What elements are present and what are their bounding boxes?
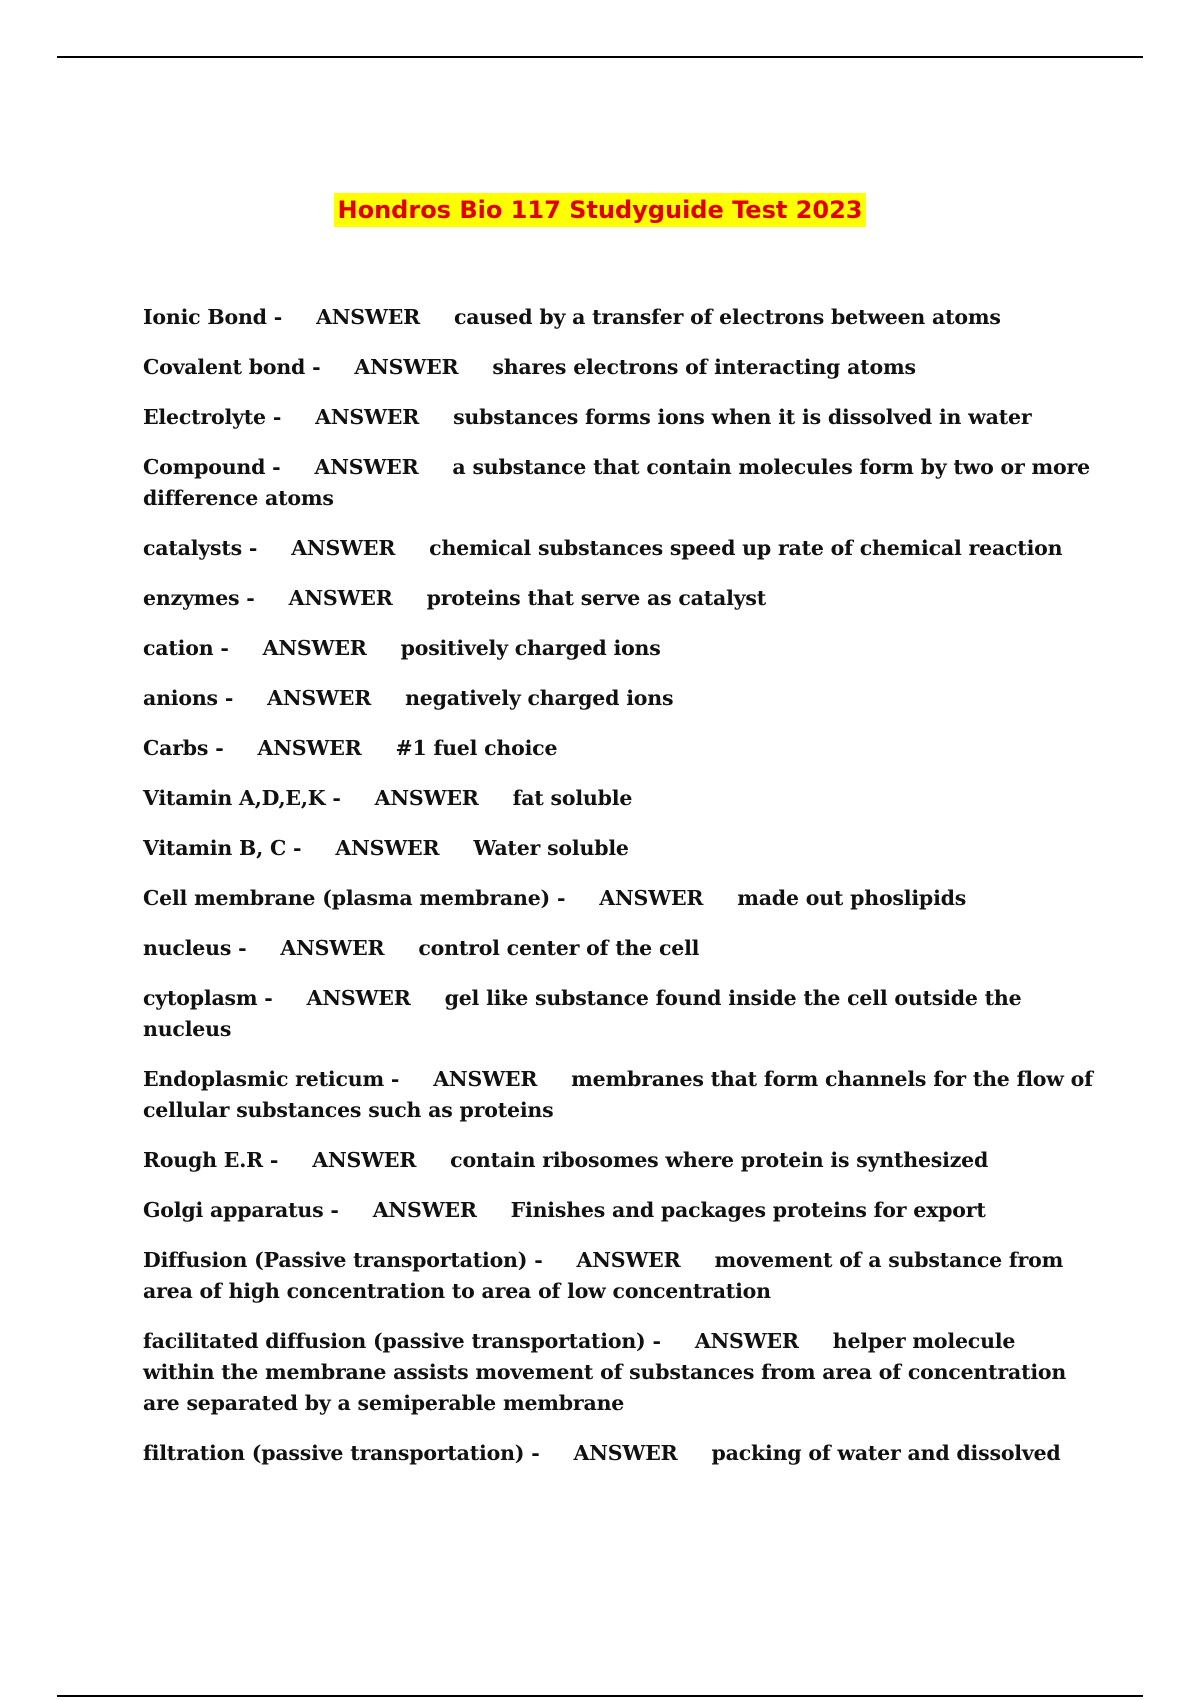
entry-term: enzymes -: [143, 586, 255, 610]
answer-label: ANSWER: [288, 586, 393, 610]
answer-label: ANSWER: [291, 536, 396, 560]
study-entry: [143, 583, 1093, 614]
entry-term: Carbs -: [143, 736, 224, 760]
entry-term: anions -: [143, 686, 234, 710]
answer-label: ANSWER: [262, 636, 367, 660]
study-entry: [143, 302, 1093, 333]
study-entry: [143, 683, 1093, 714]
entry-term: cytoplasm -: [143, 986, 273, 1010]
answer-label: ANSWER: [306, 986, 411, 1010]
entry-term: facilitated diffusion (passive transportation) -: [143, 1329, 661, 1353]
entry-definition: Finishes and packages proteins for export: [510, 1198, 986, 1222]
entry-term: Rough E.R -: [143, 1148, 279, 1172]
entry-definition: chemical substances speed up rate of chemical reaction: [429, 536, 1063, 560]
study-entries: [143, 302, 1093, 1488]
entry-definition: membranes that form channels for the flow of cellular substances such as proteins: [143, 1067, 1093, 1122]
entry-definition: control center of the cell: [418, 936, 700, 960]
entry-term: Endoplasmic reticum -: [143, 1067, 400, 1091]
entry-definition: contain ribosomes where protein is synthesized: [450, 1148, 989, 1172]
entry-term: Vitamin B, C -: [143, 836, 302, 860]
entry-term: cation -: [143, 636, 229, 660]
answer-label: ANSWER: [573, 1441, 678, 1465]
answer-label: ANSWER: [694, 1329, 799, 1353]
study-entry: [143, 452, 1093, 514]
study-entry: [143, 1326, 1093, 1419]
entry-definition: fat soluble: [512, 786, 633, 810]
entry-term: Golgi apparatus -: [143, 1198, 339, 1222]
study-entry: [143, 933, 1093, 964]
answer-label: ANSWER: [315, 405, 420, 429]
entry-definition: helper molecule within the membrane assists movement of substances from area of concentration are separated by a semiperable membrane: [143, 1329, 1067, 1415]
bottom-rule: [57, 1695, 1143, 1697]
entry-definition: made out phoslipids: [737, 886, 967, 910]
answer-label: ANSWER: [312, 1148, 417, 1172]
answer-label: ANSWER: [280, 936, 385, 960]
answer-label: ANSWER: [257, 736, 362, 760]
document-title: Hondros Bio 117 Studyguide Test 2023: [334, 193, 867, 227]
entry-term: Covalent bond -: [143, 355, 321, 379]
answer-label: ANSWER: [354, 355, 459, 379]
answer-label: ANSWER: [314, 455, 419, 479]
entry-term: Diffusion (Passive transportation) -: [143, 1248, 543, 1272]
answer-label: ANSWER: [433, 1067, 538, 1091]
study-entry: [143, 833, 1093, 864]
answer-label: ANSWER: [372, 1198, 477, 1222]
study-entry: [143, 883, 1093, 914]
entry-definition: Water soluble: [473, 836, 629, 860]
top-rule: [57, 56, 1143, 58]
study-entry: [143, 402, 1093, 433]
entry-term: nucleus -: [143, 936, 247, 960]
study-entry: [143, 1064, 1093, 1126]
answer-label: ANSWER: [335, 836, 440, 860]
answer-label: ANSWER: [576, 1248, 681, 1272]
entry-definition: positively charged ions: [400, 636, 661, 660]
entry-definition: negatively charged ions: [405, 686, 674, 710]
entry-term: filtration (passive transportation) -: [143, 1441, 540, 1465]
answer-label: ANSWER: [267, 686, 372, 710]
study-entry: [143, 1438, 1093, 1469]
entry-definition: packing of water and dissolved: [711, 1441, 1061, 1465]
entry-term: Electrolyte -: [143, 405, 282, 429]
study-entry: [143, 352, 1093, 383]
study-entry: [143, 1195, 1093, 1226]
answer-label: ANSWER: [599, 886, 704, 910]
entry-definition: a substance that contain molecules form by two or more difference atoms: [143, 455, 1090, 510]
entry-definition: shares electrons of interacting atoms: [492, 355, 916, 379]
answer-label: ANSWER: [374, 786, 479, 810]
entry-definition: proteins that serve as catalyst: [426, 586, 766, 610]
study-entry: [143, 983, 1093, 1045]
study-entry: [143, 1145, 1093, 1176]
entry-definition: movement of a substance from area of high concentration to area of low concentration: [143, 1248, 1064, 1303]
answer-label: ANSWER: [316, 305, 420, 329]
study-entry: [143, 783, 1093, 814]
entry-definition: caused by a transfer of electrons between atoms: [454, 305, 1001, 329]
entry-definition: substances forms ions when it is dissolved in water: [453, 405, 1032, 429]
study-entry: [143, 633, 1093, 664]
study-entry: [143, 1245, 1093, 1307]
entry-term: Compound -: [143, 455, 281, 479]
study-entry: [143, 533, 1093, 564]
entry-term: Vitamin A,D,E,K -: [143, 786, 341, 810]
entry-definition: gel like substance found inside the cell outside the nucleus: [143, 986, 1022, 1041]
entry-term: catalysts -: [143, 536, 258, 560]
entry-term: Cell membrane (plasma membrane) -: [143, 886, 566, 910]
entry-definition: #1 fuel choice: [395, 736, 558, 760]
entry-term: Ionic Bond -: [143, 305, 283, 329]
study-entry: [143, 733, 1093, 764]
